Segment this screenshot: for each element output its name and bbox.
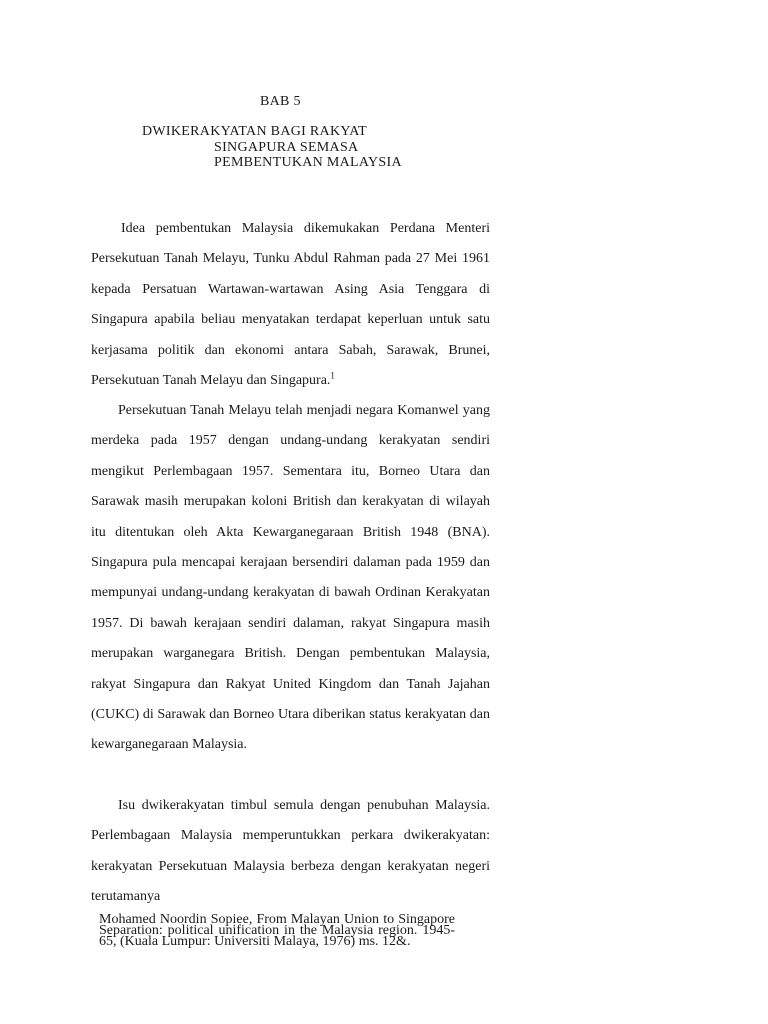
paragraph-3 [91, 791, 490, 913]
footnote-reference: 1 [330, 370, 335, 381]
chapter-title-line-3: PEMBENTUKAN MALAYSIA [214, 155, 402, 170]
paragraph-1-text: Idea pembentukan Malaysia dikemukakan Perdana Menteri Persekutuan Tanah Melayu, Tunku Abdul Rahman pada 27 Mei 1961 kepada Persatuan Wartawan-wartawan Asing Asia Tenggara di Singapura apabila beliau menyatakan terdapat keperluan untuk satu kerjasama politik dan ekonomi antara Sabah, Sarawak, Brunei, Persekutuan Tanah Melayu dan Singapura. [91, 221, 490, 389]
paragraph-3-text: Isu dwikerakyatan timbul semula dengan penubuhan Malaysia. Perlembagaan Malaysia memperuntukkan perkara dwikerakyatan: kerakyatan Persekutuan Malaysia berbeza dengan kerakyatan negeri terutamanya [91, 798, 490, 905]
paragraph-2 [91, 396, 490, 761]
footnote: Mohamed Noordin Sopiee, From Malayan Union to Singapore Separation: political unification in the Malaysia region. 1945-65, (Kuala Lumpur: Universiti Malaya, 1976) ms. 12&. [99, 912, 455, 949]
chapter-title-line-1: DWIKERAKYATAN BAGI RAKYAT [142, 124, 367, 139]
paragraph-1 [91, 214, 490, 396]
chapter-heading: BAB 5 [260, 94, 301, 109]
chapter-title-line-2: SINGAPURA SEMASA [214, 140, 359, 155]
paragraph-2-text: Persekutuan Tanah Melayu telah menjadi negara Komanwel yang merdeka pada 1957 dengan undang-undang kerakyatan sendiri mengikut Perlembagaan 1957. Sementara itu, Borneo Utara dan Sarawak masih merupakan koloni British dan kerakyatan di wilayah itu ditentukan oleh Akta Kewarganegaraan British 1948 (BNA). Singapura pula mencapai kerajaan bersendiri dalaman pada 1959 dan mempunyai undang-undang kerakyatan di bawah Ordinan Kerakyatan 1957. Di bawah kerajaan sendiri dalaman, rakyat Singapura masih merupakan warganegara British. Dengan pembentukan Malaysia, rakyat Singapura dan Rakyat United Kingdom dan Tanah Jajahan (CUKC) di Sarawak dan Borneo Utara diberikan status kerakyatan dan kewarganegaraan Malaysia. [91, 403, 490, 753]
